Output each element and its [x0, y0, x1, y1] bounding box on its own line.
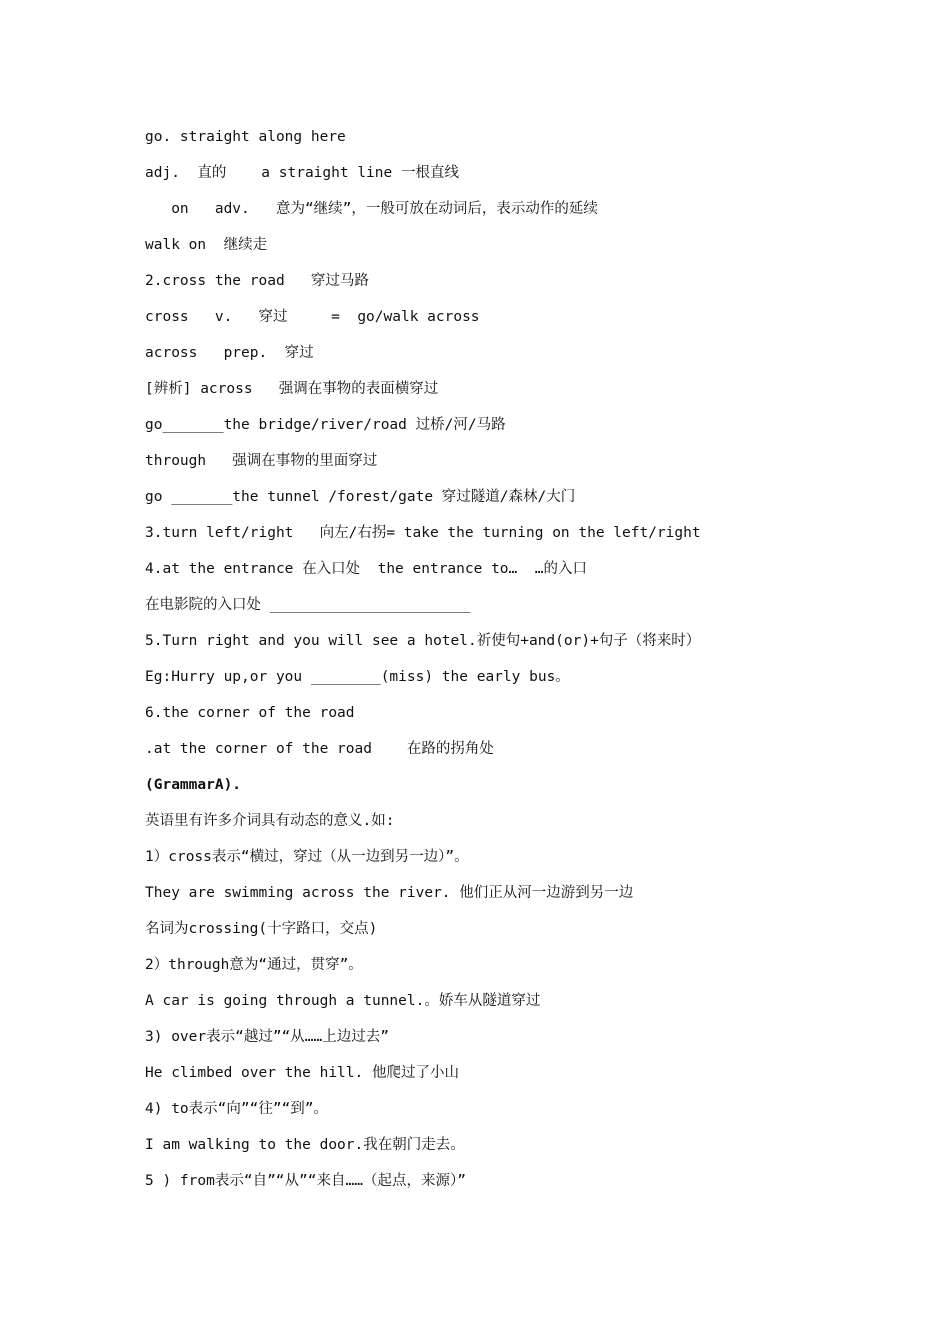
text-line: 5 ) from表示“自”“从”“来自……（起点，来源）” [145, 1173, 466, 1189]
text-line: 1）cross表示“横过，穿过（从一边到另一边）”。 [145, 849, 469, 865]
section-heading: (GrammarA). [145, 777, 242, 793]
text-line: A car is going through a tunnel.。娇车从隧道穿过 [145, 993, 541, 1009]
text-line: 3.turn left/right 向左/右拐= take the turning on the left/right [145, 525, 701, 541]
text-line: through 强调在事物的里面穿过 [145, 453, 378, 469]
text-line: .at the corner of the road 在路的拐角处 [145, 741, 494, 757]
text-line: He climbed over the hill. 他爬过了小山 [145, 1065, 459, 1081]
text-line: They are swimming across the river. 他们正从河一边游到另一边 [145, 885, 634, 901]
text-line: 3) over表示“越过”“从……上边过去” [145, 1029, 389, 1045]
text-line: 4.at the entrance 在入口处 the entrance to… …的入口 [145, 561, 587, 577]
text-line: Eg:Hurry up,or you ________(miss) the early bus。 [145, 669, 570, 685]
text-line: 2.cross the road 穿过马路 [145, 273, 369, 289]
text-line: [辨析] across 强调在事物的表面横穿过 [145, 381, 439, 397]
text-line: go. straight along here [145, 129, 346, 145]
text-line: 4) to表示“向”“往”“到”。 [145, 1101, 329, 1117]
text-line: walk on 继续走 [145, 237, 268, 253]
text-line: go _______the tunnel /forest/gate 穿过隧道/森林/大门 [145, 489, 576, 505]
text-line: across prep. 穿过 [145, 345, 314, 361]
text-line: 英语里有许多介词具有动态的意义.如: [145, 813, 395, 829]
text-line: adj. 直的 a straight line 一根直线 [145, 165, 459, 181]
text-line: go_______the bridge/river/road 过桥/河/马路 [145, 417, 506, 433]
text-line: 2）through意为“通过，贯穿”。 [145, 957, 363, 973]
text-line: cross v. 穿过 = go/walk across [145, 309, 480, 325]
text-line: 5.Turn right and you will see a hotel.祈使句+and(or)+句子（将来时） [145, 633, 701, 649]
text-line: 在电影院的入口处 _______________________ [145, 597, 471, 613]
text-line: 6.the corner of the road [145, 705, 355, 721]
text-line: I am walking to the door.我在朝门走去。 [145, 1137, 465, 1153]
text-line: 名词为crossing(十字路口，交点) [145, 921, 378, 937]
text-line: on adv. 意为“继续”，一般可放在动词后，表示动作的延续 [145, 201, 598, 217]
